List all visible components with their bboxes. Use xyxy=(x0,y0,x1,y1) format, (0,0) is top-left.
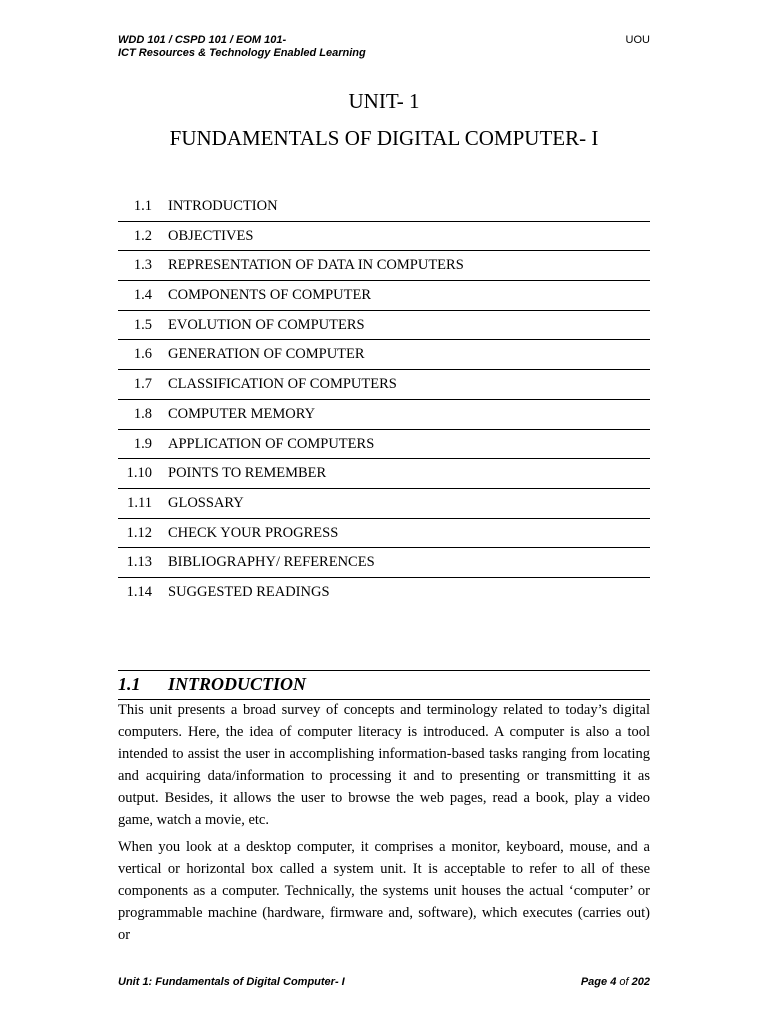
section-title: INTRODUCTION xyxy=(168,674,307,694)
toc-item xyxy=(118,281,650,311)
toc-label: BIBLIOGRAPHY/ REFERENCES xyxy=(168,554,375,571)
toc-number: 1.7 xyxy=(133,376,152,393)
toc-label: CHECK YOUR PROGRESS xyxy=(168,524,339,541)
toc-item xyxy=(118,222,650,252)
toc-number: 1.2 xyxy=(133,227,152,244)
institution-label: UOU xyxy=(625,34,650,46)
toc-label: SUGGESTED READINGS xyxy=(168,583,330,600)
page-total: 202 xyxy=(631,976,650,988)
toc-label: COMPONENTS OF COMPUTER xyxy=(168,287,372,304)
course-title: ICT Resources & Technology Enabled Learning xyxy=(118,47,366,59)
toc-label: OBJECTIVES xyxy=(168,227,254,244)
course-codes: WDD 101 / CSPD 101 / EOM 101- xyxy=(118,34,287,46)
toc-item xyxy=(118,340,650,370)
toc-item xyxy=(118,519,650,549)
toc-label: CLASSIFICATION OF COMPUTERS xyxy=(168,376,397,393)
toc-number: 1.4 xyxy=(133,287,152,304)
toc-item xyxy=(118,192,650,222)
toc-label: REPRESENTATION OF DATA IN COMPUTERS xyxy=(168,257,464,274)
page-of: of xyxy=(619,976,629,988)
toc-item xyxy=(118,459,650,489)
table-of-contents xyxy=(118,192,650,607)
toc-label: COMPUTER MEMORY xyxy=(168,405,316,422)
page-current: 4 xyxy=(610,976,617,988)
section-heading xyxy=(118,670,650,700)
toc-number: 1.1 xyxy=(133,198,152,214)
body-paragraph: This unit presents a broad survey of concepts and terminology related to today’s digital computers. Here, the idea of computer literacy is introduced. A computer is also a tool intended to assist the user in accomplishing information-based tasks ranging from locating and acquiring data/information to processing it and to presenting or transmitting it as output. Besides, it allows the user to browse the web pages, read a book, play a video game, watch a movie, etc. xyxy=(118,702,650,829)
toc-item xyxy=(118,311,650,341)
page-number xyxy=(581,976,650,988)
toc-label: GENERATION OF COMPUTER xyxy=(168,346,365,363)
toc-number: 1.9 xyxy=(133,435,152,452)
toc-item xyxy=(118,548,650,578)
toc-item xyxy=(118,578,650,607)
running-header xyxy=(118,34,366,60)
toc-item xyxy=(118,489,650,519)
section-number: 1.1 xyxy=(118,674,141,694)
toc-label: GLOSSARY xyxy=(168,494,244,511)
toc-label: INTRODUCTION xyxy=(168,198,278,214)
toc-number: 1.12 xyxy=(126,524,152,541)
toc-item xyxy=(118,430,650,460)
toc-label: EVOLUTION OF COMPUTERS xyxy=(168,316,365,333)
toc-item xyxy=(118,251,650,281)
toc-number: 1.8 xyxy=(133,405,152,422)
unit-title: UNIT- 1 xyxy=(348,89,420,113)
toc-item xyxy=(118,400,650,430)
body-paragraph: When you look at a desktop computer, it comprises a monitor, keyboard, mouse, and a vertical or horizontal box called a system unit. It is acceptable to refer to all of these components as a computer. Technically, the systems unit houses the actual ‘computer’ or programmable machine (hardware, firmware and, software), which executes (carries out) or xyxy=(118,839,650,944)
page-word: Page xyxy=(580,976,608,988)
toc-number: 1.14 xyxy=(126,583,152,600)
toc-label: APPLICATION OF COMPUTERS xyxy=(168,435,375,452)
toc-number: 1.3 xyxy=(133,257,152,274)
footer-unit-label: Unit 1: Fundamentals of Digital Computer- I xyxy=(118,976,345,988)
toc-label: POINTS TO REMEMBER xyxy=(168,465,327,482)
toc-number: 1.5 xyxy=(133,316,152,333)
toc-number: 1.10 xyxy=(126,465,152,482)
toc-number: 1.13 xyxy=(126,554,152,571)
toc-number: 1.6 xyxy=(133,346,152,363)
toc-item xyxy=(118,370,650,400)
toc-number: 1.11 xyxy=(127,494,152,511)
unit-subtitle: FUNDAMENTALS OF DIGITAL COMPUTER- I xyxy=(169,126,599,150)
